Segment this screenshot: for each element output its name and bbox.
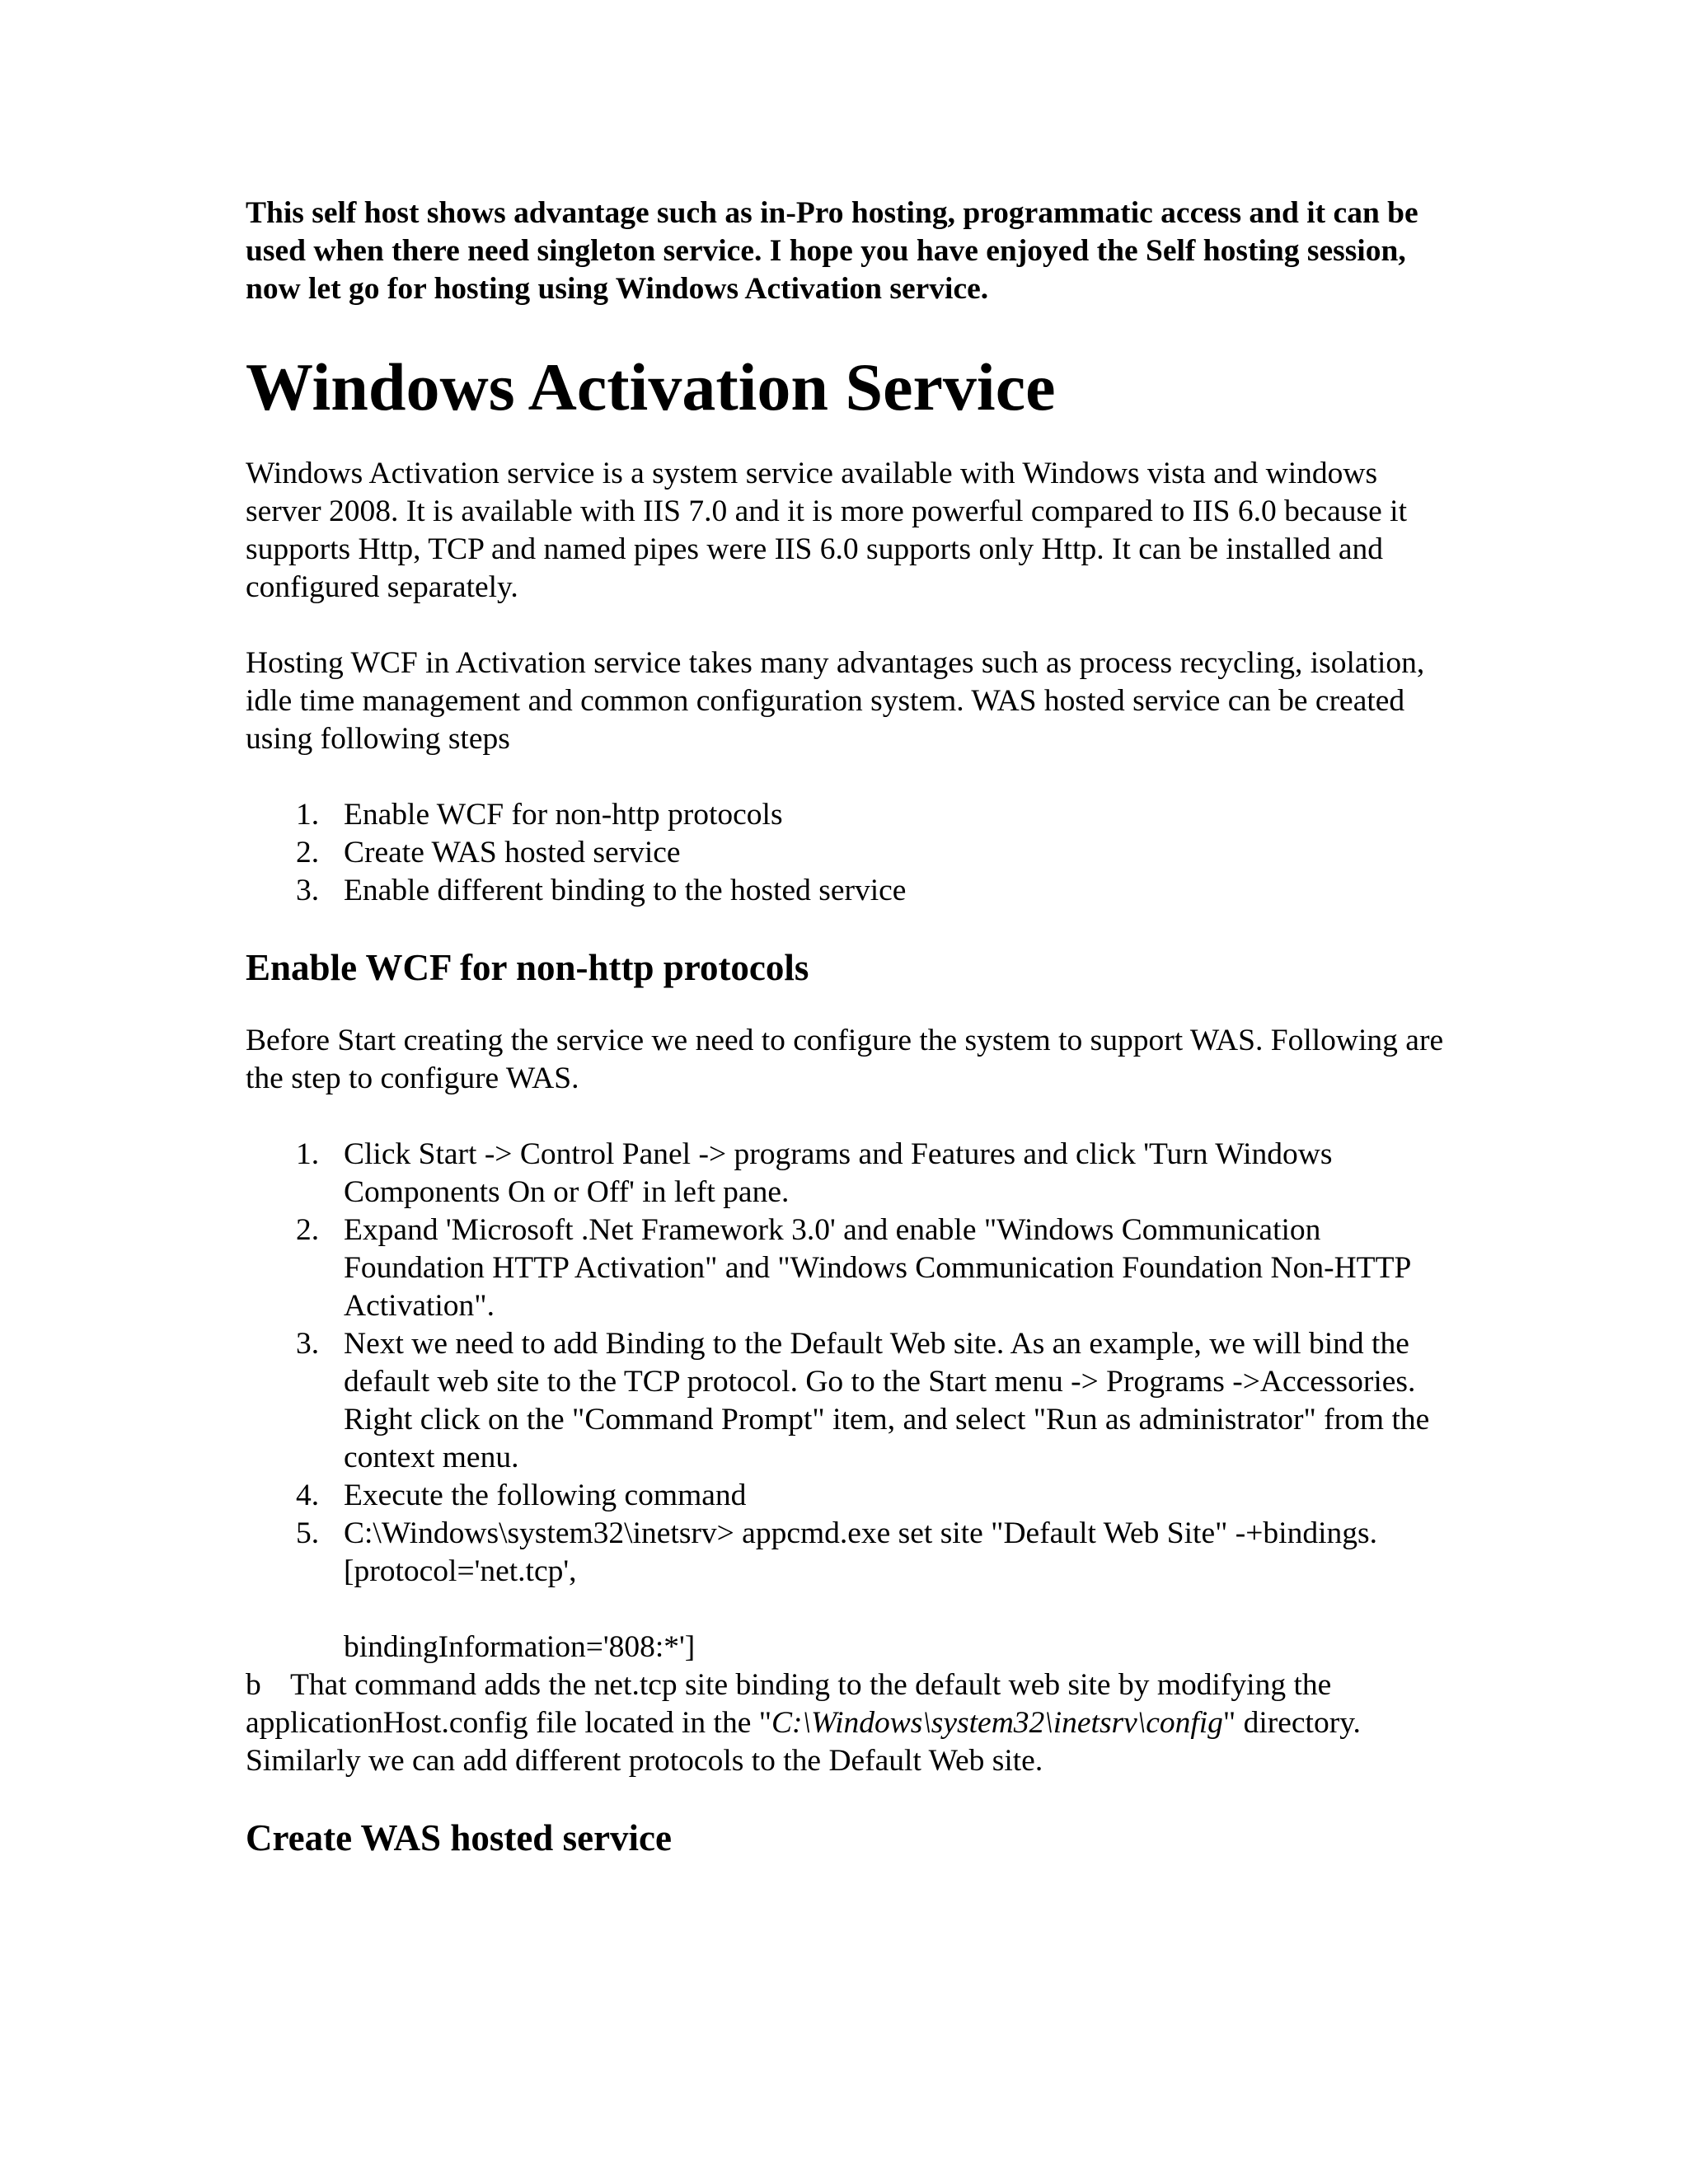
paragraph-configure-intro: Before Start creating the service we need to configure the system to support WAS. Following are the step to configure WAS. [246, 1024, 1444, 1095]
list-item: 1. Click Start -> Control Panel -> programs and Features and click 'Turn Windows Components On or Off' in left pane. [296, 1137, 1333, 1209]
configure-steps-list [296, 1136, 1449, 1591]
paragraph-was-description: Windows Activation service is a system service available with Windows vista and windows server 2008. It is available with IIS 7.0 and it is more powerful compared to IIS 6.0 because it supports Http, TCP and named pipes were IIS 6.0 supports only Http. It can be installed and configured separately. [246, 457, 1407, 604]
section-heading-enable-wcf: Enable WCF for non-http protocols [246, 947, 809, 988]
section-heading-create-was: Create WAS hosted service [246, 1817, 672, 1858]
list-item: 4. Execute the following command [296, 1479, 747, 1512]
b-label: b [246, 1668, 261, 1702]
page-title: Windows Activation Service [246, 349, 1056, 424]
list-item: 5. C:\Windows\system32\inetsrv> appcmd.exe set site "Default Web Site" -+bindings.[protocol='net.tcp', [296, 1516, 1377, 1588]
list-item: 3. Next we need to add Binding to the Default Web site. As an example, we will bind the default web site to the TCP protocol. Go to the Start menu -> Programs ->Accessories. Right click on the "Command Prompt" item, and select "Run as administrator" from the context menu. [296, 1327, 1430, 1474]
spacer [246, 1591, 1449, 1629]
binding-information-line: bindingInformation='808:*'] [344, 1630, 696, 1664]
list-item: 2. Create WAS hosted service [296, 836, 681, 869]
paragraph-hosting-advantages: Hosting WCF in Activation service takes many advantages such as process recycling, isolation, idle time management and common configuration system. WAS hosted service can be created using following steps [246, 646, 1425, 756]
document-page [246, 194, 1449, 1859]
list-item: 3. Enable different binding to the hosted service [296, 874, 907, 907]
paragraph-command-explanation: b That command adds the net.tcp site binding to the default web site by modifying the applicationHost.config file located in the "C:\Windows\system32\inetsrv\config" directory. Similarly we can add different protocols to the Default Web site. [246, 1668, 1361, 1778]
config-path: C:\Windows\system32\inetsrv\config [771, 1706, 1223, 1740]
intro-paragraph: This self host shows advantage such as in-Pro hosting, programmatic access and it can be used when there need singleton service. I hope you have enjoyed the Self hosting session, now let go for hosting using Windows Activation service. [246, 196, 1418, 306]
list-item: 1. Enable WCF for non-http protocols [296, 798, 783, 832]
list-item: 2. Expand 'Microsoft .Net Framework 3.0' and enable "Windows Communication Foundation HTTP Activation" and "Windows Communication Foundation Non-HTTP Activation". [296, 1213, 1410, 1323]
overview-steps-list [296, 796, 1449, 910]
